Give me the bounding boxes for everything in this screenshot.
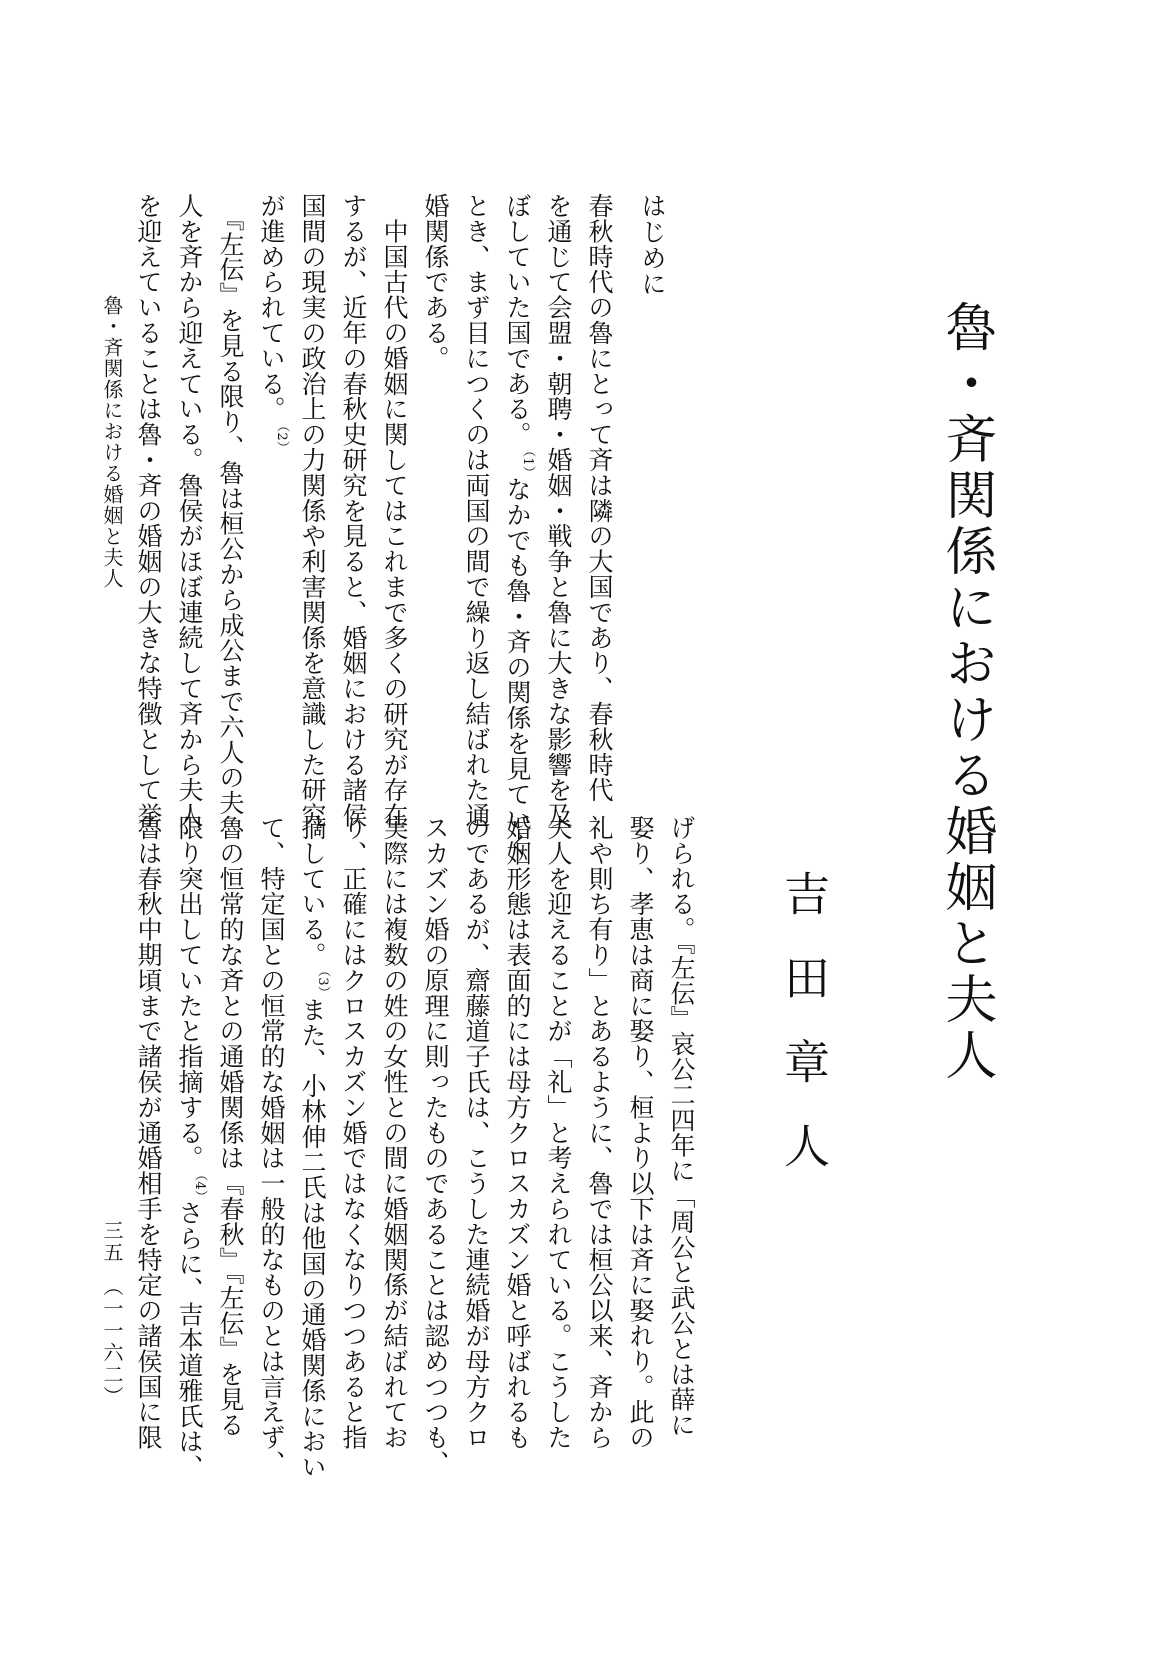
body-column: 婚関係である。 — [421, 193, 450, 371]
article-title: 魯・斉関係における婚姻と夫人 — [936, 300, 996, 1084]
running-head: 魯・斉関係における婚姻と夫人 — [100, 295, 124, 589]
body-column: 摘している。（3）また、小林伸二氏は他国の通婚関係におい — [298, 815, 330, 1480]
body-column: 夫人を迎えることが「礼」と考えられている。こうした — [544, 815, 573, 1450]
footnote-ref: （4） — [192, 1167, 207, 1204]
body-column: 国間の現実の政治上の力関係や利害関係を意識した研究 — [298, 193, 327, 828]
body-column: り、正確にはクロスカズン婚ではなくなりつつあると指 — [339, 815, 368, 1450]
body-column: を迎えていることは魯・斉の婚姻の大きな特徴として挙 — [134, 193, 163, 828]
body-column: 中国古代の婚姻に関してはこれまで多くの研究が存在 — [380, 193, 409, 828]
body-column: するが、近年の春秋史研究を見ると、婚姻における諸侯 — [339, 193, 368, 828]
section-heading: はじめに — [638, 193, 667, 297]
author-name: 吉田章人 — [777, 870, 831, 1206]
body-column: 娶り、孝恵は商に娶り、桓より以下は斉に娶れり。此の — [626, 815, 655, 1450]
body-column: が進められている。（2） — [257, 193, 289, 455]
footnote-ref: （1） — [520, 444, 535, 480]
body-column: を通じて会盟・朝聘・婚姻・戦争と魯に大きな影響を及 — [544, 193, 573, 828]
body-column: のであるが、齋藤道子氏は、こうした連続婚が母方クロ — [462, 815, 491, 1450]
body-column: て、特定国との恒常的な婚姻は一般的なものとは言えず、 — [257, 815, 286, 1476]
body-column: 春秋時代の魯にとって斉は隣の大国であり、春秋時代 — [585, 193, 614, 803]
body-column: スカズン婚の原理に則ったものであることは認めつつも、 — [421, 815, 450, 1476]
page-number: 三五 （一一六二） — [100, 1220, 124, 1408]
body-column: 魯は春秋中期頃まで諸侯が通婚相手を特定の諸侯国に限 — [134, 815, 163, 1450]
body-column: 限り突出していたと指摘する。（4）さらに、吉本道雅氏は、 — [175, 815, 207, 1480]
body-column: 婚姻形態は表面的には母方クロスカズン婚と呼ばれるも — [503, 815, 532, 1450]
footnote-ref: （3） — [315, 964, 330, 1000]
body-column: 礼や則ち有り」とあるように、魯では桓公以来、斉から — [585, 815, 614, 1450]
body-column: 人を斉から迎えている。魯侯がほぼ連続して斉から夫人 — [175, 193, 204, 828]
footnote-ref: （2） — [274, 418, 289, 455]
body-column: 『左伝』を見る限り、魯は桓公から成公まで六人の夫 — [216, 193, 245, 816]
body-column: とき、まず目につくのは両国の間で繰り返し結ばれた通 — [462, 193, 491, 828]
body-column: ぼしていた国である。（1）なかでも魯・斉の関係を見ていく — [503, 193, 535, 858]
body-column: 実際には複数の姓の女性との間に婚姻関係が結ばれてお — [380, 815, 409, 1450]
body-column: 魯の恒常的な斉との通婚関係は『春秋』『左伝』を見る — [216, 815, 245, 1438]
body-column: げられる。『左伝』哀公二四年に「周公と武公とは薛に — [667, 815, 696, 1438]
